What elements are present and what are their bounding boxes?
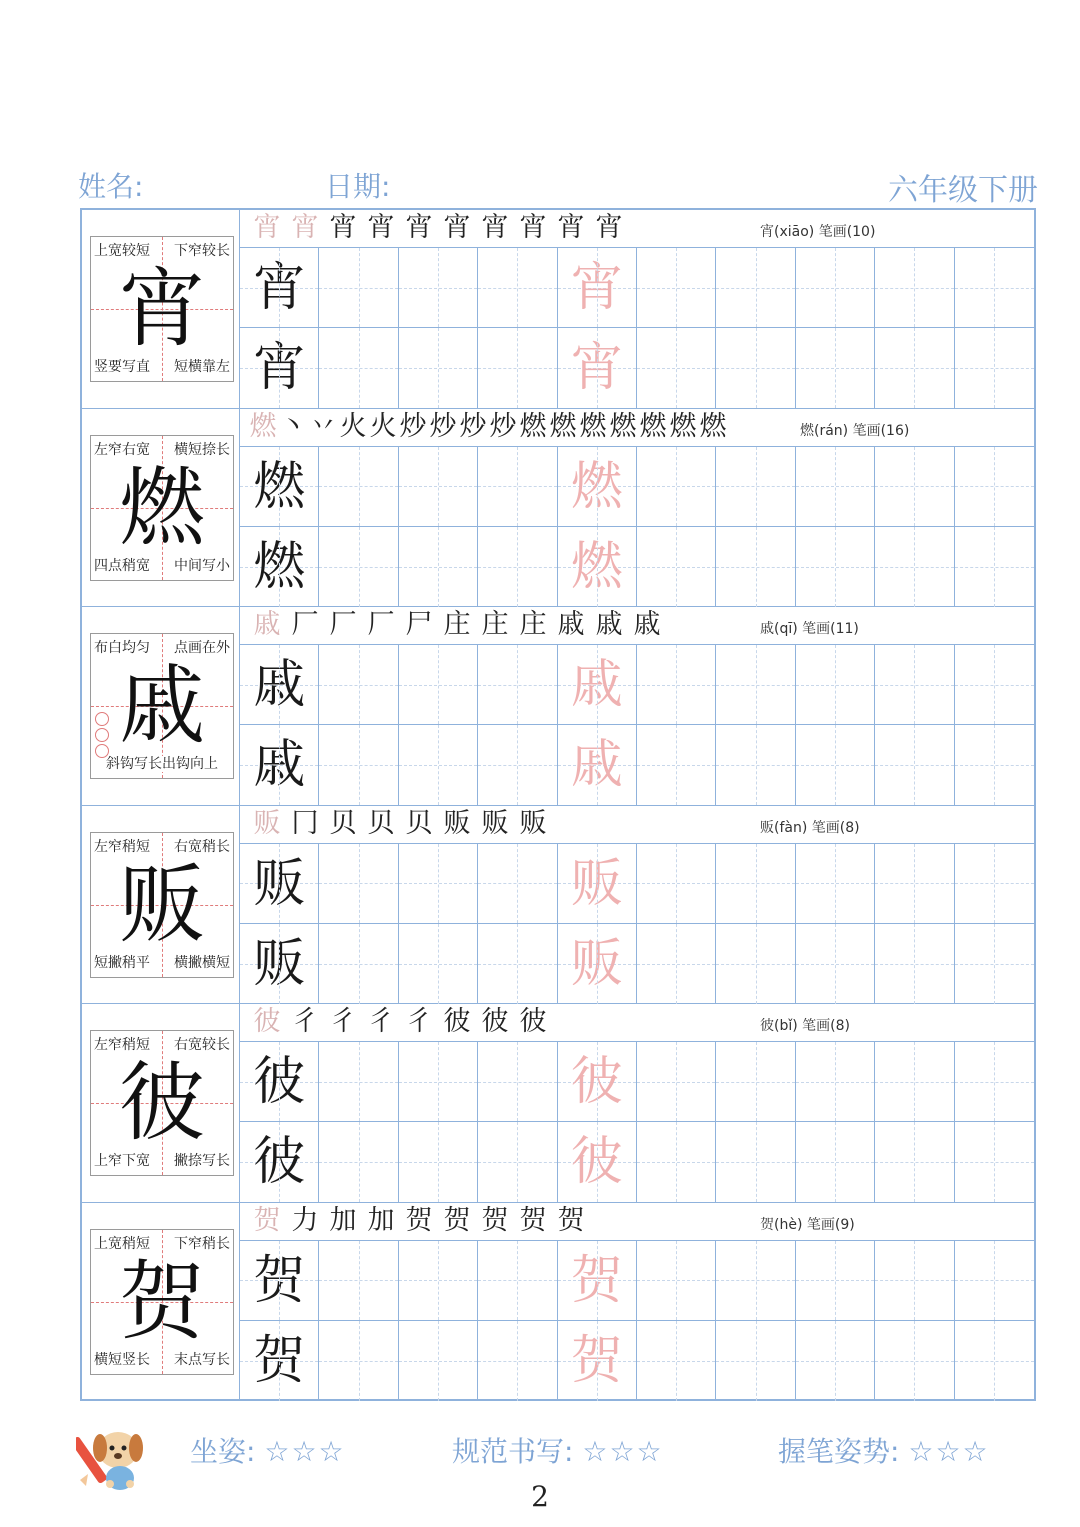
date-label: 日期: (325, 170, 391, 203)
demo-character: 戚 (119, 656, 205, 756)
char-info: 燃(rán) 笔画(16) (800, 422, 910, 439)
trace-character: 贩 (570, 853, 623, 914)
writing-cell[interactable] (955, 447, 1034, 527)
writing-cell[interactable] (399, 1042, 478, 1122)
stroke-step: 戚 (557, 609, 585, 640)
writing-cell[interactable] (796, 1241, 875, 1321)
writing-cell[interactable] (478, 328, 557, 408)
writing-cell[interactable] (875, 1042, 954, 1122)
writing-cell[interactable] (955, 844, 1034, 924)
writing-cell[interactable] (319, 447, 398, 527)
stroke-step: 力 (291, 1204, 319, 1236)
posture-label: 坐姿: (190, 1435, 256, 1468)
writing-tip: 中间写小 (174, 557, 230, 574)
writing-cell[interactable] (399, 1241, 478, 1321)
trace-cell (558, 527, 637, 607)
stroke-step: 宵 (291, 212, 319, 243)
trace-character: 贺 (570, 1330, 623, 1391)
char-info: 戚(qī) 笔画(11) (760, 621, 859, 637)
writing-tip: 布白均匀 (94, 640, 150, 656)
writing-cell[interactable] (637, 645, 716, 725)
writing-cell[interactable] (716, 725, 795, 805)
stroke-step: 彼 (443, 1006, 471, 1037)
model-cell (240, 447, 319, 527)
writing-cell[interactable] (319, 924, 398, 1004)
trace-character: 燃 (570, 456, 623, 517)
demo-character: 彼 (119, 1053, 205, 1153)
writing-cell[interactable] (637, 725, 716, 805)
writing-cell[interactable] (796, 527, 875, 607)
trace-character: 戚 (570, 735, 623, 795)
stroke-sequence (248, 1205, 590, 1237)
model-character: 燃 (253, 536, 306, 597)
writing-cell[interactable] (716, 248, 795, 328)
demo-character: 燃 (119, 457, 205, 558)
trace-cell (558, 1241, 637, 1321)
stroke-step: 宵 (405, 212, 433, 243)
writing-cell[interactable] (796, 447, 875, 527)
writing-cell[interactable] (637, 844, 716, 924)
writing-cell[interactable] (875, 645, 954, 725)
trace-cell (558, 725, 637, 805)
writing-cell[interactable] (716, 1122, 795, 1202)
stroke-step: 厂 (291, 609, 319, 640)
stroke-step: 冂 (291, 807, 319, 839)
model-cell (240, 645, 319, 725)
writing-stars[interactable]: ☆☆☆ (582, 1435, 664, 1468)
writing-cell[interactable] (478, 924, 557, 1004)
trace-cell (558, 1042, 637, 1122)
writing-cell[interactable] (399, 844, 478, 924)
posture-rating (190, 1430, 346, 1470)
char-block (82, 1203, 1034, 1402)
writing-cell[interactable] (637, 328, 716, 408)
writing-cell[interactable] (319, 248, 398, 328)
writing-cell[interactable] (796, 924, 875, 1004)
writing-cell[interactable] (716, 527, 795, 607)
writing-tip: 横短捺长 (174, 441, 230, 458)
writing-cell[interactable] (716, 844, 795, 924)
writing-label: 规范书写: (452, 1435, 574, 1468)
stroke-step: 彳 (329, 1006, 357, 1037)
writing-cell[interactable] (796, 725, 875, 805)
stroke-step: 炒 (459, 410, 487, 442)
stroke-step: 贩 (443, 807, 471, 839)
stroke-step: 尸 (405, 609, 433, 640)
writing-cell[interactable] (399, 328, 478, 408)
stroke-step: 宵 (519, 212, 547, 243)
char-info: 贩(fàn) 笔画(8) (760, 819, 860, 836)
model-cell (240, 328, 319, 408)
stroke-step: 彼 (481, 1006, 509, 1037)
stroke-step: 加 (367, 1204, 395, 1236)
stroke-order-row (240, 409, 1034, 447)
writing-cell[interactable] (478, 248, 557, 328)
stroke-step: 燃 (549, 410, 577, 442)
model-character: 戚 (253, 735, 306, 795)
writing-cell[interactable] (399, 725, 478, 805)
writing-cell[interactable] (955, 527, 1034, 607)
model-character: 宵 (253, 258, 306, 318)
writing-cell[interactable] (399, 1122, 478, 1202)
posture-stars[interactable]: ☆☆☆ (264, 1435, 346, 1468)
stroke-sequence (248, 609, 666, 641)
model-cell (240, 924, 319, 1004)
writing-tip: 四点稍宽 (94, 557, 150, 574)
writing-cell[interactable] (637, 527, 716, 607)
grip-rating (778, 1430, 990, 1470)
stroke-step: 贩 (253, 807, 281, 839)
writing-tip: 末点写长 (174, 1351, 230, 1368)
writing-cell[interactable] (319, 645, 398, 725)
writing-cell[interactable] (637, 1122, 716, 1202)
stroke-step: 彼 (253, 1006, 281, 1037)
writing-tip: 下窄稍长 (174, 1235, 230, 1252)
stroke-step: 燃 (609, 410, 637, 442)
demo-box (90, 832, 234, 978)
demo-box (90, 633, 234, 779)
writing-cell[interactable] (319, 527, 398, 607)
demo-box (90, 236, 234, 382)
writing-cell[interactable] (637, 924, 716, 1004)
writing-cell[interactable] (478, 1241, 557, 1321)
char-block (82, 607, 1034, 806)
demo-box (90, 1229, 234, 1375)
stroke-step: 丷 (309, 410, 337, 442)
writing-cell[interactable] (478, 527, 557, 607)
trace-cell (558, 248, 637, 328)
trace-character: 贺 (570, 1250, 623, 1311)
trace-character: 贩 (570, 933, 623, 994)
writing-cell[interactable] (637, 1042, 716, 1122)
page-number: 2 (531, 1480, 549, 1513)
writing-tip: 撇捺写长 (174, 1153, 230, 1169)
stroke-step: 炒 (429, 410, 457, 442)
trace-character: 宵 (570, 338, 623, 398)
writing-cell[interactable] (716, 645, 795, 725)
stroke-step: 丶 (279, 410, 307, 442)
writing-tip: 右宽较长 (174, 1037, 230, 1053)
practice-grid (240, 645, 1034, 805)
stroke-step: 加 (329, 1204, 357, 1236)
demo-panel (82, 806, 240, 1004)
char-info: 彼(bǐ) 笔画(8) (760, 1018, 850, 1034)
writing-cell[interactable] (796, 645, 875, 725)
writing-cell[interactable] (478, 1321, 557, 1401)
writing-cell[interactable] (319, 725, 398, 805)
model-cell (240, 527, 319, 607)
stroke-step: 贝 (329, 807, 357, 839)
trace-cell (558, 1321, 637, 1401)
stroke-step: 燃 (639, 410, 667, 442)
writing-cell[interactable] (955, 248, 1034, 328)
practice-sheet (80, 208, 1036, 1401)
trace-character: 戚 (570, 655, 623, 715)
stroke-step: 贺 (253, 1204, 281, 1236)
writing-cell[interactable] (319, 1122, 398, 1202)
writing-cell[interactable] (399, 924, 478, 1004)
stroke-step: 宵 (481, 212, 509, 243)
stroke-step: 贺 (557, 1204, 585, 1236)
writing-cell[interactable] (478, 844, 557, 924)
practice-grid (240, 1241, 1034, 1401)
writing-cell[interactable] (875, 248, 954, 328)
stroke-step: 炒 (489, 410, 517, 442)
stroke-step: 贺 (481, 1204, 509, 1236)
trace-cell (558, 844, 637, 924)
writing-cell[interactable] (955, 1241, 1034, 1321)
model-character: 彼 (253, 1052, 306, 1112)
writing-cell[interactable] (875, 527, 954, 607)
practice-grid (240, 1042, 1034, 1202)
demo-panel (82, 1203, 240, 1402)
trace-cell (558, 447, 637, 527)
writing-cell[interactable] (478, 645, 557, 725)
writing-cell[interactable] (796, 1042, 875, 1122)
writing-cell[interactable] (319, 844, 398, 924)
demo-box (90, 435, 234, 581)
writing-cell[interactable] (637, 248, 716, 328)
model-cell (240, 725, 319, 805)
stroke-step: 宵 (367, 212, 395, 243)
writing-cell[interactable] (637, 1241, 716, 1321)
name-label: 姓名: (78, 170, 144, 203)
writing-cell[interactable] (716, 447, 795, 527)
writing-tip: 短撇稍平 (94, 954, 150, 971)
model-character: 宵 (253, 338, 306, 398)
grip-label: 握笔姿势: (778, 1435, 900, 1468)
writing-tip: 横撇横短 (174, 954, 230, 971)
writing-cell[interactable] (478, 447, 557, 527)
stroke-step: 彳 (367, 1006, 395, 1037)
writing-cell[interactable] (399, 527, 478, 607)
writing-cell[interactable] (955, 725, 1034, 805)
writing-cell[interactable] (875, 1122, 954, 1202)
stroke-step: 宵 (329, 212, 357, 243)
stroke-sequence (248, 212, 628, 244)
char-block (82, 806, 1034, 1005)
model-character: 贺 (253, 1330, 306, 1391)
writing-cell[interactable] (716, 1241, 795, 1321)
writing-cell[interactable] (637, 447, 716, 527)
stroke-sequence (248, 808, 552, 840)
char-block (82, 409, 1034, 608)
writing-cell[interactable] (319, 1321, 398, 1401)
stroke-step: 燃 (699, 410, 727, 442)
stroke-order-row (240, 1203, 1034, 1241)
writing-cell[interactable] (399, 248, 478, 328)
char-info: 宵(xiāo) 笔画(10) (760, 224, 876, 240)
writing-cell[interactable] (955, 1042, 1034, 1122)
stroke-step: 火 (339, 410, 367, 442)
stroke-step: 燃 (519, 410, 547, 442)
writing-cell[interactable] (955, 1122, 1034, 1202)
stroke-step: 贩 (481, 807, 509, 839)
trace-character: 燃 (570, 536, 623, 597)
model-cell (240, 844, 319, 924)
model-character: 燃 (253, 456, 306, 517)
writing-cell[interactable] (319, 1042, 398, 1122)
stroke-sequence (248, 1006, 552, 1038)
stroke-step: 厂 (367, 609, 395, 640)
writing-cell[interactable] (399, 447, 478, 527)
model-cell (240, 1321, 319, 1401)
trace-character: 彼 (570, 1052, 623, 1112)
stroke-step: 彳 (291, 1006, 319, 1037)
writing-cell[interactable] (796, 844, 875, 924)
writing-tip: 竖要写直 (94, 359, 150, 375)
writing-tip: 左窄稍短 (94, 1037, 150, 1053)
stroke-step: 戚 (595, 609, 623, 640)
writing-tip: 上窄下宽 (94, 1153, 150, 1169)
writing-cell[interactable] (637, 1321, 716, 1401)
demo-panel (82, 409, 240, 607)
writing-tip: 左窄稍短 (94, 838, 150, 855)
writing-tip: 横短竖长 (94, 1351, 150, 1368)
writing-cell[interactable] (319, 1241, 398, 1321)
writing-tip: 左窄右宽 (94, 441, 150, 458)
char-block (82, 210, 1034, 409)
demo-panel (82, 210, 240, 408)
stroke-step: 炒 (399, 410, 427, 442)
writing-cell[interactable] (955, 1321, 1034, 1401)
writing-tip: 上宽稍短 (94, 1235, 150, 1252)
model-character: 彼 (253, 1132, 306, 1192)
writing-cell[interactable] (955, 328, 1034, 408)
writing-cell[interactable] (875, 1321, 954, 1401)
practice-grid (240, 844, 1034, 1004)
char-block (82, 1004, 1034, 1203)
trace-character: 宵 (570, 258, 623, 318)
stroke-order-row (240, 607, 1034, 645)
stroke-order-row (240, 1004, 1034, 1042)
stroke-step: 宵 (443, 212, 471, 243)
stroke-step: 燃 (669, 410, 697, 442)
grip-stars[interactable]: ☆☆☆ (908, 1435, 990, 1468)
stroke-step: 贝 (405, 807, 433, 839)
writing-tip: 上宽较短 (94, 243, 150, 259)
writing-tip: 右宽稍长 (174, 838, 230, 855)
writing-cell[interactable] (955, 645, 1034, 725)
writing-cell[interactable] (875, 725, 954, 805)
stroke-step: 贺 (405, 1204, 433, 1236)
model-character: 戚 (253, 655, 306, 715)
writing-cell[interactable] (875, 844, 954, 924)
writing-cell[interactable] (399, 1321, 478, 1401)
writing-cell[interactable] (716, 328, 795, 408)
writing-cell[interactable] (796, 248, 875, 328)
grade-label: 六年级下册 (888, 173, 1038, 208)
writing-cell[interactable] (875, 447, 954, 527)
model-cell (240, 1241, 319, 1321)
writing-cell[interactable] (478, 1042, 557, 1122)
practice-grid (240, 447, 1034, 607)
writing-cell[interactable] (875, 924, 954, 1004)
writing-tip: 斜钩写长出钩向上 (106, 756, 218, 772)
stroke-step: 庄 (519, 609, 547, 640)
model-character: 贩 (253, 853, 306, 914)
model-cell (240, 248, 319, 328)
demo-box (90, 1030, 234, 1176)
writing-tip: 短横靠左 (174, 359, 230, 375)
model-cell (240, 1042, 319, 1122)
demo-character: 贩 (119, 854, 205, 955)
demo-panel (82, 1004, 240, 1202)
stroke-step: 燃 (579, 410, 607, 442)
writing-rating (452, 1430, 664, 1470)
stroke-step: 彳 (405, 1006, 433, 1037)
writing-cell[interactable] (796, 1321, 875, 1401)
stroke-step: 庄 (443, 609, 471, 640)
stroke-step: 贝 (367, 807, 395, 839)
stroke-step: 彼 (519, 1006, 547, 1037)
char-info: 贺(hè) 笔画(9) (760, 1216, 855, 1233)
trace-cell (558, 645, 637, 725)
trace-cell (558, 328, 637, 408)
stroke-step: 火 (369, 410, 397, 442)
stroke-order-row (240, 806, 1034, 844)
practice-grid (240, 248, 1034, 408)
stroke-sequence (248, 411, 728, 443)
stroke-step: 燃 (249, 410, 277, 442)
stroke-step: 戚 (253, 609, 281, 640)
writing-tip: 点画在外 (174, 640, 230, 656)
writing-cell[interactable] (478, 725, 557, 805)
writing-cell[interactable] (399, 645, 478, 725)
writing-cell[interactable] (796, 328, 875, 408)
stroke-step: 贺 (519, 1204, 547, 1236)
writing-cell[interactable] (875, 328, 954, 408)
model-character: 贩 (253, 933, 306, 994)
stroke-step: 贩 (519, 807, 547, 839)
model-character: 贺 (253, 1250, 306, 1311)
writing-cell[interactable] (716, 924, 795, 1004)
trace-cell (558, 1122, 637, 1202)
stroke-step: 戚 (633, 609, 661, 640)
stroke-step: 贺 (443, 1204, 471, 1236)
stroke-step: 厂 (329, 609, 357, 640)
demo-character: 宵 (119, 259, 205, 359)
writing-cell[interactable] (796, 1122, 875, 1202)
demo-character: 贺 (119, 1251, 205, 1352)
stroke-step: 宵 (595, 212, 623, 243)
model-cell (240, 1122, 319, 1202)
writing-cell[interactable] (716, 1321, 795, 1401)
writing-tip: 下窄较长 (174, 243, 230, 259)
writing-cell[interactable] (478, 1122, 557, 1202)
stroke-order-row (240, 210, 1034, 248)
stroke-step: 宵 (557, 212, 585, 243)
demo-panel (82, 607, 240, 805)
writing-cell[interactable] (955, 924, 1034, 1004)
trace-cell (558, 924, 637, 1004)
stroke-step: 庄 (481, 609, 509, 640)
trace-character: 彼 (570, 1132, 623, 1192)
writing-cell[interactable] (716, 1042, 795, 1122)
circle-marks-icon (95, 712, 109, 760)
writing-cell[interactable] (319, 328, 398, 408)
stroke-step: 宵 (253, 212, 281, 243)
writing-cell[interactable] (875, 1241, 954, 1321)
